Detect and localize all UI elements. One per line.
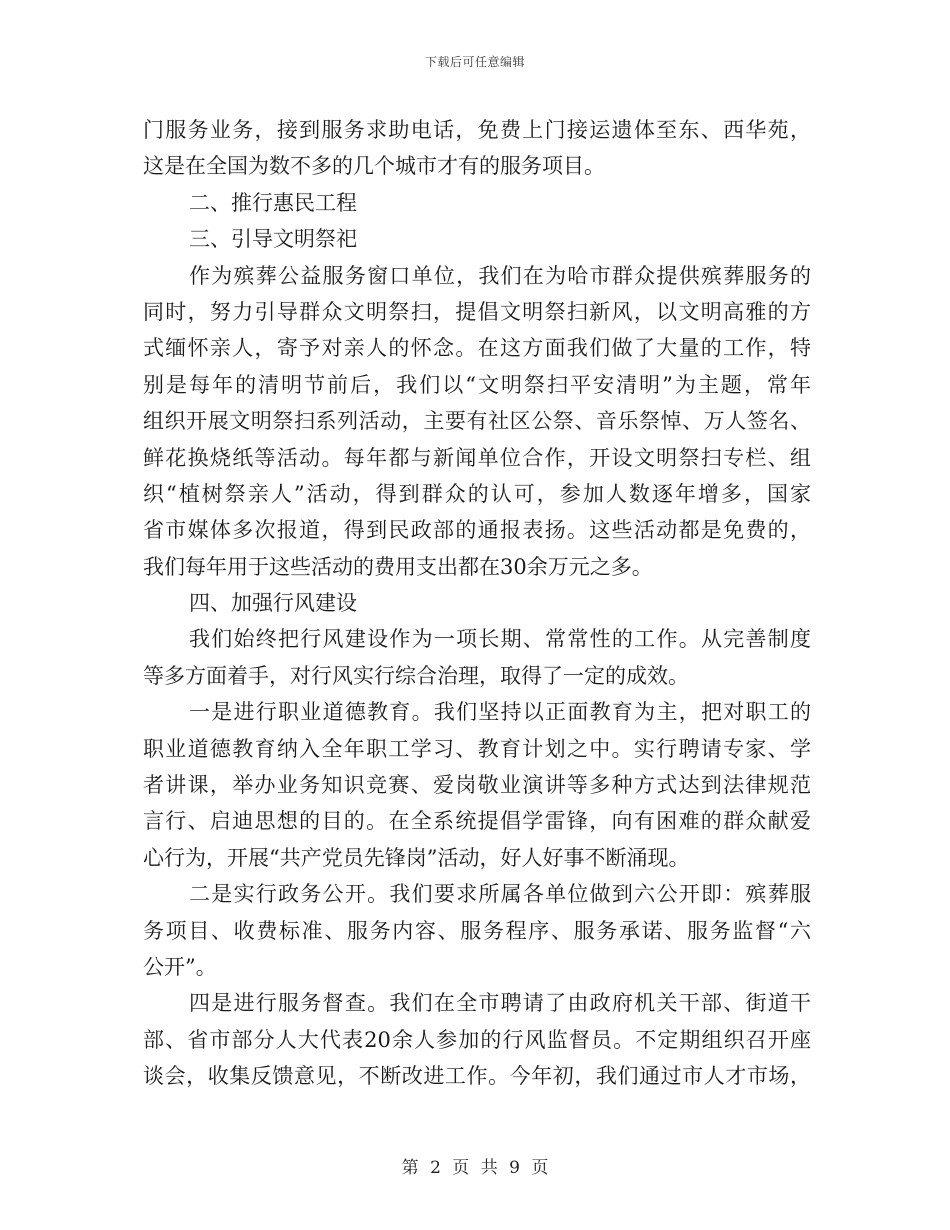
text-line: 职业道德教育纳入全年职工学习、教育计划之中。实行聘请专家、学 [143, 736, 811, 761]
text-line: 谈会，收集反馈意见，不断改进工作。今年初，我们通过市人才市场， [143, 1064, 811, 1089]
text-line: 别是每年的清明节前后，我们以“文明祭扫平安清明”为主题，常年 [143, 372, 811, 397]
text-line: 组织开展文明祭扫系列活动，主要有社区公祭、音乐祭悼、万人签名、 [143, 409, 811, 434]
page-header: 下载后可任意编辑 [424, 55, 525, 69]
text-line: 务项目、收费标准、服务内容、服务程序、服务承诺、服务监督“六 [143, 918, 811, 943]
text-line: 二是实行政务公开。我们要求所属各单位做到六公开即：殡葬服 [189, 882, 811, 907]
text-line: 等多方面着手，对行风实行综合治理，取得了一定的成效。 [143, 663, 689, 688]
text-line: 同时，努力引导群众文明祭扫，提倡文明祭扫新风，以文明高雅的方 [143, 299, 811, 324]
text-line: 我们始终把行风建设作为一项长期、常常性的工作。从完善制度 [189, 627, 811, 652]
text-line: 者讲课，举办业务知识竞赛、爱岗敬业演讲等多种方式达到法律规范 [143, 773, 811, 798]
text-line: 言行、启迪思想的目的。在全系统提倡学雷锋，向有困难的群众献爱 [143, 809, 811, 834]
text-line: 门服务业务，接到服务求助电话，免费上门接运遗体至东、西华苑， [143, 118, 811, 142]
document-body [143, 112, 811, 1095]
text-line: 心行为，开展“共产党员先锋岗”活动，好人好事不断涌现。 [143, 845, 690, 870]
text-line: 织“植树祭亲人”活动，得到群众的认可，参加人数逐年增多，国家 [143, 481, 811, 506]
text-line: 四、加强行风建设 [189, 591, 357, 616]
text-line: 三、引导文明祭祀 [189, 227, 357, 252]
text-line: 这是在全国为数不多的几个城市才有的服务项目。 [143, 154, 605, 179]
page-number: 第 2 页 共 9 页 [401, 1158, 549, 1178]
text-line: 式缅怀亲人，寄予对亲人的怀念。在这方面我们做了大量的工作，特 [143, 336, 811, 361]
text-line: 四是进行服务督查。我们在全市聘请了由政府机关干部、街道干 [189, 991, 811, 1016]
text-line: 部、省市部分人大代表20余人参加的行风监督员。不定期组织召开座 [143, 1027, 811, 1052]
text-line: 我们每年用于这些活动的费用支出都在30余万元之多。 [143, 554, 653, 579]
text-line: 鲜花换烧纸等活动。每年都与新闻单位合作，开设文明祭扫专栏、组 [143, 445, 811, 470]
text-line: 二、推行惠民工程 [189, 190, 357, 215]
text-line: 省市媒体多次报道，得到民政部的通报表扬。这些活动都是免费的， [143, 518, 811, 543]
text-line: 公开”。 [143, 954, 217, 979]
text-line: 作为殡葬公益服务窗口单位，我们在为哈市群众提供殡葬服务的 [189, 263, 811, 288]
text-line: 一是进行职业道德教育。我们坚持以正面教育为主，把对职工的 [189, 700, 811, 725]
